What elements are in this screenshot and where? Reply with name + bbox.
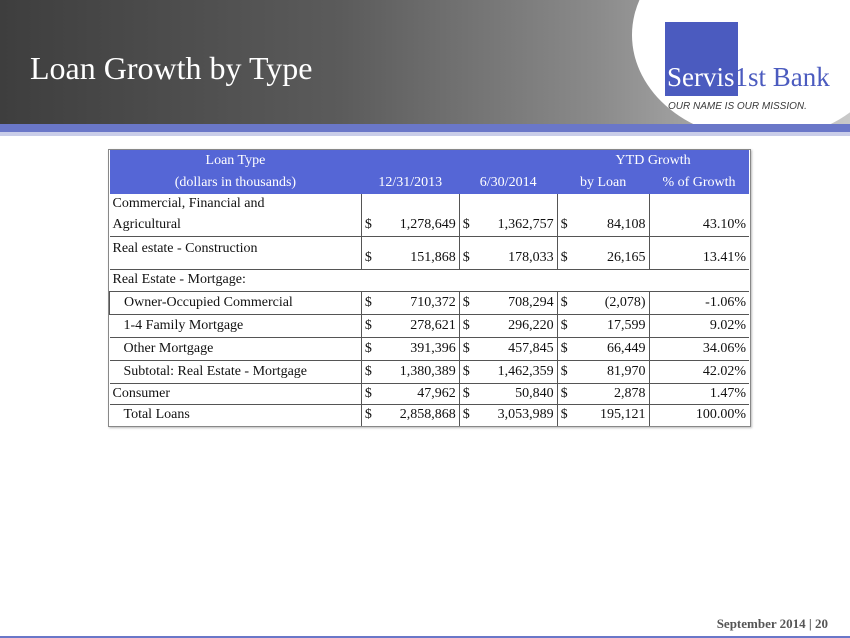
cell-value: 278,621	[410, 317, 456, 333]
table-header-row-1	[110, 150, 750, 172]
currency-sign: $	[560, 363, 568, 379]
header-col-2013: 12/31/2013	[361, 172, 459, 194]
logo-tagline: OUR NAME IS OUR MISSION.	[668, 101, 807, 112]
currency-sign: $	[462, 407, 470, 423]
currency-sign: $	[560, 340, 568, 356]
cell-value: 84,108	[607, 216, 646, 232]
row-label: Consumer	[110, 383, 362, 404]
currency-sign: $	[560, 294, 568, 310]
currency-sign: $	[560, 407, 568, 423]
cell-value: 1,380,389	[399, 363, 456, 379]
cell-value: 708,294	[508, 294, 554, 310]
cell-value: 195,121	[600, 407, 646, 423]
currency-sign: $	[462, 249, 470, 265]
cell-value: 47,962	[417, 385, 456, 401]
table-row	[110, 269, 750, 291]
row-label: Real Estate - Mortgage:	[110, 269, 750, 291]
header-ytd-growth: YTD Growth	[557, 150, 749, 172]
currency-sign: $	[462, 385, 470, 401]
currency-sign: $	[364, 363, 372, 379]
table-row	[110, 337, 750, 360]
cell-value: 3,053,989	[497, 407, 554, 423]
cell-value: 26,165	[607, 249, 646, 265]
cell-value: 17,599	[607, 317, 646, 333]
cell-value: 391,396	[410, 340, 456, 356]
cell-value: 42.02%	[649, 360, 749, 383]
table-row	[110, 291, 750, 314]
row-label: Owner-Occupied Commercial	[110, 291, 362, 314]
currency-sign: $	[462, 294, 470, 310]
cell-value: 2,878	[614, 385, 646, 401]
header-loan-type: Loan Type	[110, 150, 362, 172]
currency-sign: $	[364, 407, 372, 423]
cell-value: 296,220	[508, 317, 554, 333]
row-label: Agricultural	[110, 214, 362, 236]
cell-value: 457,845	[508, 340, 554, 356]
currency-sign: $	[560, 385, 568, 401]
row-label: Real estate - Construction	[110, 236, 362, 269]
currency-sign: $	[462, 340, 470, 356]
currency-sign: $	[364, 385, 372, 401]
row-label: Total Loans	[110, 404, 362, 426]
cell-value: 151,868	[410, 249, 456, 265]
cell-value: 13.41%	[649, 236, 749, 269]
cell-value: 1,462,359	[497, 363, 554, 379]
table-row	[110, 383, 750, 404]
currency-sign: $	[364, 317, 372, 333]
currency-sign: $	[462, 216, 470, 232]
header-col-2014: 6/30/2014	[459, 172, 557, 194]
logo-word-1: Servis	[667, 62, 735, 92]
table-row-total	[110, 404, 750, 426]
currency-sign: $	[364, 249, 372, 265]
cell-value: 50,840	[515, 385, 554, 401]
cell-value: 2,858,868	[399, 407, 456, 423]
currency-sign: $	[560, 317, 568, 333]
table-row	[110, 314, 750, 337]
row-label: 1-4 Family Mortgage	[110, 314, 362, 337]
table-row	[110, 236, 750, 269]
currency-sign: $	[560, 216, 568, 232]
header-stripe	[0, 124, 850, 132]
table-row	[110, 360, 750, 383]
cell-value: 1.47%	[649, 383, 749, 404]
header-stripe-light	[0, 132, 850, 136]
currency-sign: $	[462, 363, 470, 379]
header-by-loan: by Loan	[557, 172, 649, 194]
cell-value: 100.00%	[649, 404, 749, 426]
cell-value: 1,362,757	[497, 216, 554, 232]
header-pct-growth: % of Growth	[649, 172, 749, 194]
cell-value: 43.10%	[649, 214, 749, 236]
bank-logo	[667, 62, 830, 93]
cell-value: 66,449	[607, 340, 646, 356]
currency-sign: $	[462, 317, 470, 333]
currency-sign: $	[364, 294, 372, 310]
table-row	[110, 194, 750, 214]
cell-value: (2,078)	[604, 294, 646, 310]
row-label: Commercial, Financial and	[110, 194, 362, 214]
currency-sign: $	[560, 249, 568, 265]
cell-value: 81,970	[607, 363, 646, 379]
cell-value: 710,372	[410, 294, 456, 310]
row-label: Subtotal: Real Estate - Mortgage	[110, 360, 362, 383]
cell-value: 1,278,649	[399, 216, 456, 232]
logo-word-2: 1st Bank	[734, 62, 830, 92]
table-header-row-2	[110, 172, 750, 194]
cell-value: -1.06%	[649, 291, 749, 314]
table-row	[110, 214, 750, 236]
cell-value: 34.06%	[649, 337, 749, 360]
currency-sign: $	[364, 216, 372, 232]
slide-footer: September 2014 | 20	[716, 616, 828, 631]
header-units: (dollars in thousands)	[110, 172, 362, 194]
cell-value: 178,033	[508, 249, 554, 265]
loan-growth-table	[108, 149, 751, 427]
cell-value: 9.02%	[649, 314, 749, 337]
slide-title: Loan Growth by Type	[30, 50, 313, 86]
currency-sign: $	[364, 340, 372, 356]
row-label: Other Mortgage	[110, 337, 362, 360]
